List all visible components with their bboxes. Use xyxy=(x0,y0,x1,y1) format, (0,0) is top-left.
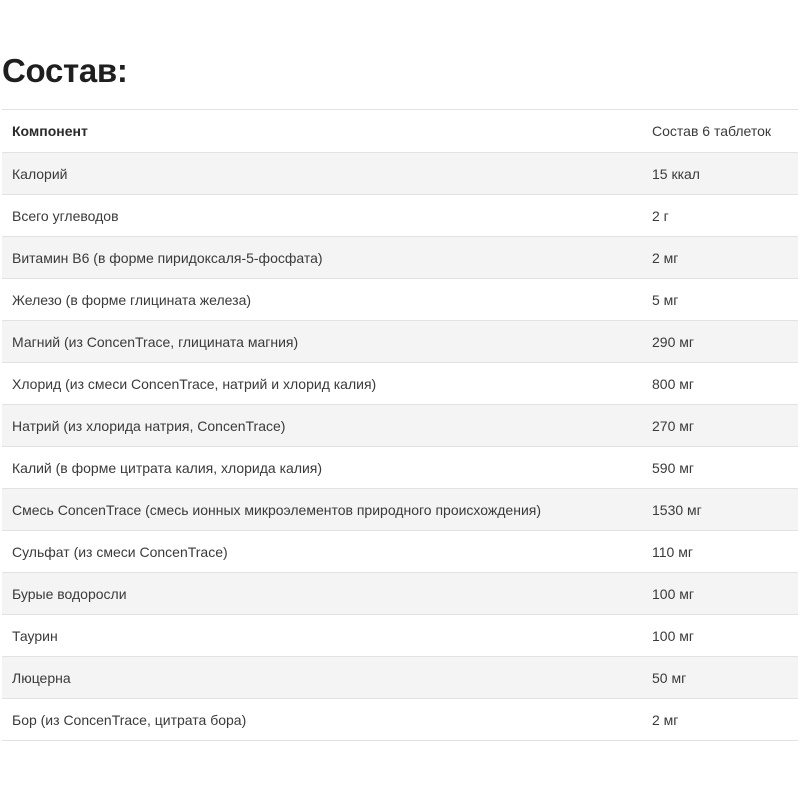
composition-table xyxy=(2,109,798,741)
table-row xyxy=(2,531,798,573)
amount-cell: 1530 мг xyxy=(642,489,798,531)
component-cell: Магний (из ConcenTrace, глицината магния) xyxy=(2,321,642,363)
amount-cell: 100 мг xyxy=(642,573,798,615)
composition-table-container xyxy=(2,109,798,741)
table-row xyxy=(2,195,798,237)
amount-cell: 100 мг xyxy=(642,615,798,657)
component-cell: Калий (в форме цитрата калия, хлорида калия) xyxy=(2,447,642,489)
table-row xyxy=(2,489,798,531)
table-row xyxy=(2,321,798,363)
table-header xyxy=(2,110,798,153)
component-cell: Люцерна xyxy=(2,657,642,699)
component-cell: Натрий (из хлорида натрия, ConcenTrace) xyxy=(2,405,642,447)
amount-cell: 110 мг xyxy=(642,531,798,573)
table-row xyxy=(2,405,798,447)
amount-cell: 15 ккал xyxy=(642,153,798,195)
amount-cell: 270 мг xyxy=(642,405,798,447)
table-row xyxy=(2,699,798,741)
table-row xyxy=(2,153,798,195)
component-cell: Витамин B6 (в форме пиридоксаля-5-фосфата) xyxy=(2,237,642,279)
component-cell: Калорий xyxy=(2,153,642,195)
table-row xyxy=(2,573,798,615)
amount-cell: 50 мг xyxy=(642,657,798,699)
table-row xyxy=(2,237,798,279)
component-cell: Таурин xyxy=(2,615,642,657)
table-row xyxy=(2,363,798,405)
component-cell: Смесь ConcenTrace (смесь ионных микроэлементов природного происхождения) xyxy=(2,489,642,531)
component-cell: Бурые водоросли xyxy=(2,573,642,615)
amount-cell: 800 мг xyxy=(642,363,798,405)
page-title: Состав: xyxy=(2,52,128,89)
component-cell: Всего углеводов xyxy=(2,195,642,237)
amount-cell: 2 мг xyxy=(642,699,798,741)
amount-cell: 2 г xyxy=(642,195,798,237)
amount-cell: 2 мг xyxy=(642,237,798,279)
table-row xyxy=(2,447,798,489)
column-header-amount: Состав 6 таблеток xyxy=(642,110,798,153)
component-cell: Хлорид (из смеси ConcenTrace, натрий и хлорид калия) xyxy=(2,363,642,405)
component-cell: Бор (из ConcenTrace, цитрата бора) xyxy=(2,699,642,741)
component-cell: Сульфат (из смеси ConcenTrace) xyxy=(2,531,642,573)
table-row xyxy=(2,279,798,321)
amount-cell: 590 мг xyxy=(642,447,798,489)
header-row xyxy=(2,110,798,153)
column-header-component: Компонент xyxy=(2,110,642,153)
component-cell: Железо (в форме глицината железа) xyxy=(2,279,642,321)
amount-cell: 290 мг xyxy=(642,321,798,363)
table-row xyxy=(2,657,798,699)
table-row xyxy=(2,615,798,657)
table-body xyxy=(2,153,798,741)
amount-cell: 5 мг xyxy=(642,279,798,321)
